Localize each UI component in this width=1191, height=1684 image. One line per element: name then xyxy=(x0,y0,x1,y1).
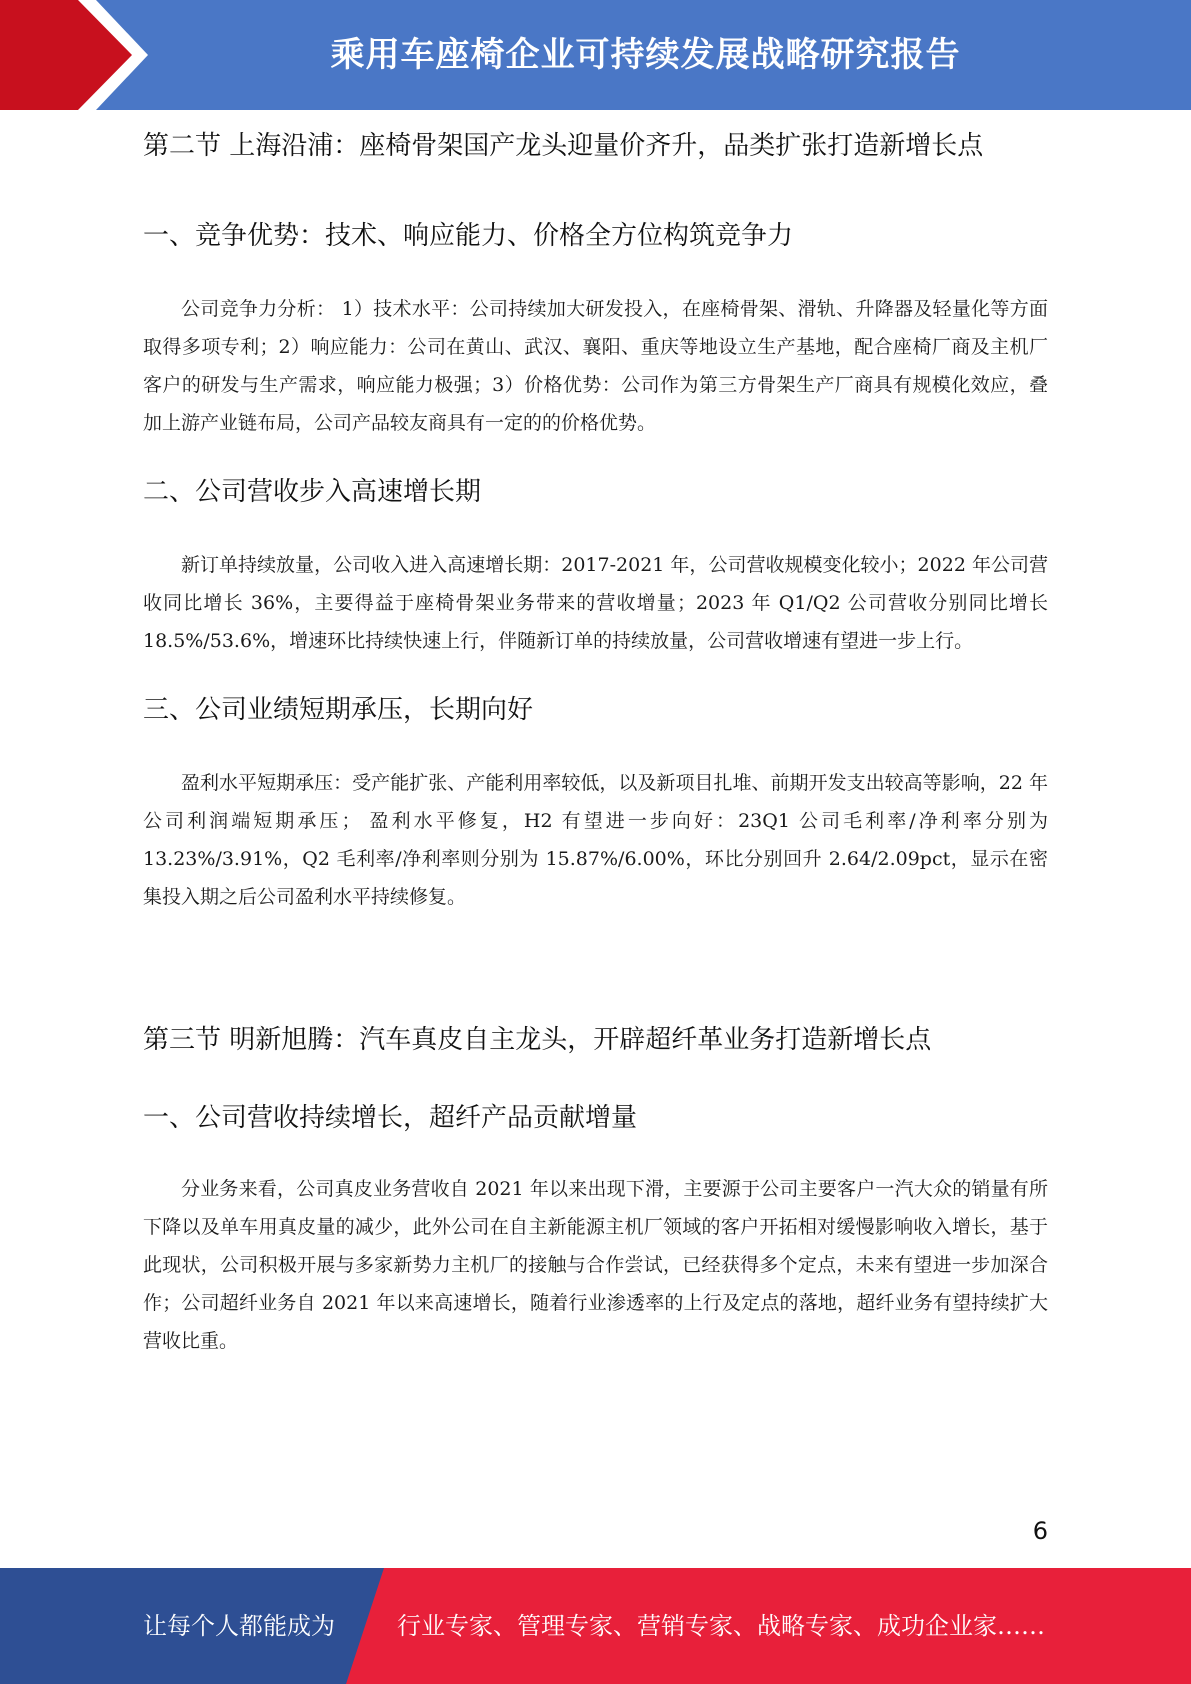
section-2-sub-1-paragraph: 公司竞争力分析： 1）技术水平：公司持续加大研发投入，在座椅骨架、滑轨、升降器及轻量化等方面取得多项专利；2）响应能力：公司在黄山、武汉、襄阳、重庆等地设立生产基地，配合座椅厂商及主机厂客户的研发与生产需求，响应能力极强；3）价格优势：公司作为第三方骨架生产厂商具有规模化效应，叠加上游产业链布局，公司产品较友商具有一定的的价格优势。 xyxy=(143,298,1048,434)
page-number: 6 xyxy=(1032,1517,1048,1545)
footer-banner xyxy=(0,1568,1191,1684)
section-2-sub-3-paragraph: 盈利水平短期承压：受产能扩张、产能利用率较低，以及新项目扎堆、前期开发支出较高等影响，22 年公司利润端短期承压； 盈利水平修复，H2 有望进一步向好：23Q1 公司毛利率/净利率分别为 13.23%/3.91%，Q2 毛利率/净利率则分别为 15.87%/6.00%，环比分别回升 2.64/2.09pct，显示在密集投入期之后公司盈利水平持续修复。 xyxy=(143,772,1048,908)
main-content xyxy=(143,126,1048,1360)
section-2-sub-1-title: 一、竞争优势：技术、响应能力、价格全方位构筑竞争力 xyxy=(143,221,794,251)
section-2-sub-2-paragraph: 新订单持续放量，公司收入进入高速增长期：2017-2021 年，公司营收规模变化较小；2022 年公司营收同比增长 36%，主要得益于座椅骨架业务带来的营收增量；2023 年 Q1/Q2 公司营收分别同比增长 18.5%/53.6%，增速环比持续快速上行，伴随新订单的持续放量，公司营收增速有望进一步上行。 xyxy=(143,554,1048,652)
footer-slogan-left: 让每个人都能成为 xyxy=(143,1612,335,1640)
report-title: 乘用车座椅企业可持续发展战略研究报告 xyxy=(330,35,961,75)
section-2-sub-3-title: 三、公司业绩短期承压，长期向好 xyxy=(143,695,534,725)
section-3-sub-1-title: 一、公司营收持续增长，超纤产品贡献增量 xyxy=(143,1103,638,1133)
footer-slogan-right: 行业专家、管理专家、营销专家、战略专家、成功企业家…… xyxy=(397,1612,1045,1640)
header-banner xyxy=(0,0,1191,110)
section-2-sub-2-title: 二、公司营收步入高速增长期 xyxy=(143,477,482,507)
section-3-title: 第三节 明新旭腾：汽车真皮自主龙头，开辟超纤革业务打造新增长点 xyxy=(143,1025,932,1055)
section-3-sub-1-paragraph: 分业务来看，公司真皮业务营收自 2021 年以来出现下滑，主要源于公司主要客户一汽大众的销量有所下降以及单车用真皮量的减少，此外公司在自主新能源主机厂领域的客户开拓相对缓慢影响收入增长，基于此现状，公司积极开展与多家新势力主机厂的接触与合作尝试，已经获得多个定点，未来有望进一步加深合作；公司超纤业务自 2021 年以来高速增长，随着行业渗透率的上行及定点的落地，超纤业务有望持续扩大营收比重。 xyxy=(143,1178,1048,1352)
section-2-title: 第二节 上海沿浦：座椅骨架国产龙头迎量价齐升，品类扩张打造新增长点 xyxy=(143,131,984,161)
